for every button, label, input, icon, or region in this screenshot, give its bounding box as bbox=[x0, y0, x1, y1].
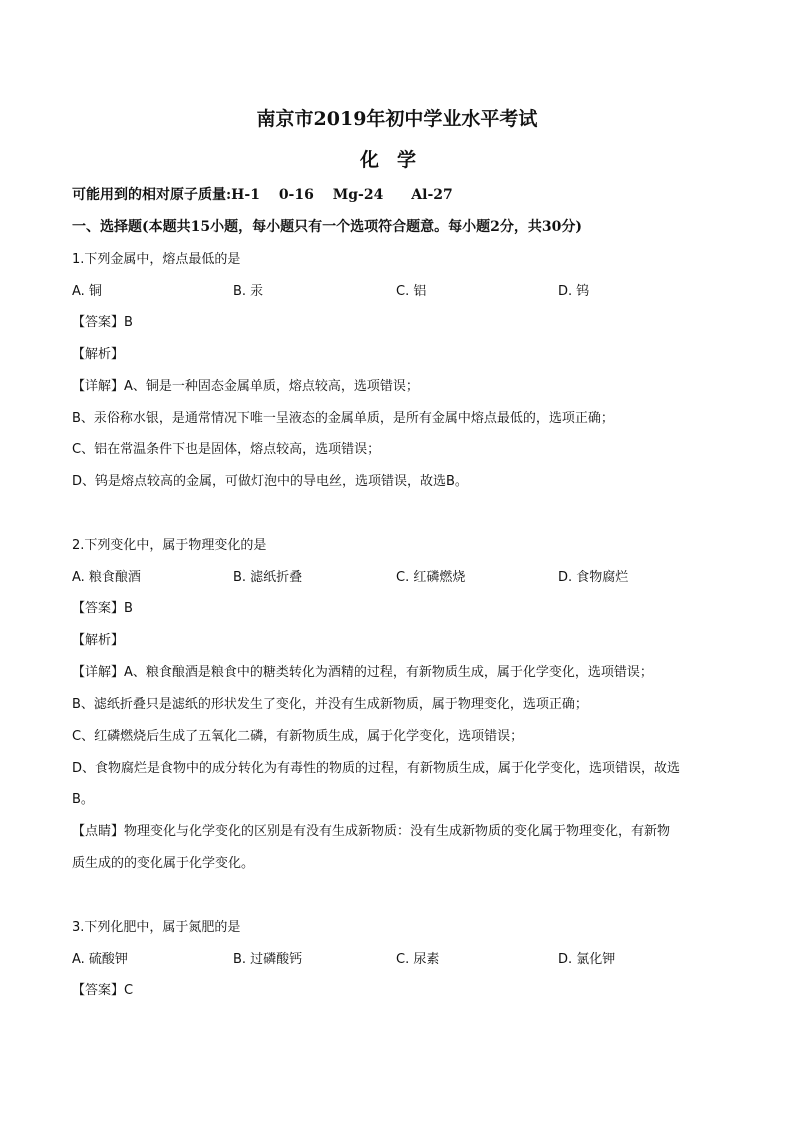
q1-option-a: A. 铜 bbox=[72, 284, 102, 299]
q2-option-c: C. 红磷燃烧 bbox=[396, 570, 466, 585]
q3-answer: 【答案】C bbox=[72, 983, 134, 998]
q1-detail-line: 【详解】A、铜是一种固态金属单质，熔点较高，选项错误； bbox=[72, 379, 419, 394]
q3-stem: 3.下列化肥中，属于氮肥的是 bbox=[72, 920, 241, 935]
q2-stem: 2.下列变化中，属于物理变化的是 bbox=[72, 538, 267, 553]
subject-title: 化学 bbox=[359, 149, 434, 171]
section-heading: 一、选择题(本题共15小题，每小题只有一个选项符合题意。每小题2分，共30分) bbox=[72, 219, 582, 235]
q2-detail-line: B、滤纸折叠只是滤纸的形状发生了变化，并没有生成新物质，属于物理变化，选项正确； bbox=[72, 697, 588, 712]
q2-comment-line: 【点睛】物理变化与化学变化的区别是有没有生成新物质：没有生成新物质的变化属于物理变化，有新物 bbox=[72, 824, 671, 839]
q3-option-d: D. 氯化钾 bbox=[558, 952, 616, 967]
q3-option-b: B. 过磷酸钙 bbox=[233, 952, 303, 967]
q2-comment-line: 质生成的的变化属于化学变化。 bbox=[72, 856, 255, 871]
atomic-mass-line: 可能用到的相对原子质量:H-1 0-16 Mg-24 Al-27 bbox=[72, 187, 453, 203]
q2-answer: 【答案】B bbox=[72, 601, 133, 616]
q1-options bbox=[72, 283, 732, 301]
q1-detail-line: D、钨是熔点较高的金属，可做灯泡中的导电丝，选项错误，故选B。 bbox=[72, 474, 468, 489]
q2-analysis-label: 【解析】 bbox=[72, 633, 125, 648]
q1-analysis-label: 【解析】 bbox=[72, 347, 125, 362]
q2-detail-line: 【详解】A、粮食酿酒是粮食中的糖类转化为酒精的过程，有新物质生成，属于化学变化，选项错误； bbox=[72, 665, 653, 680]
exam-title: 南京市2019年初中学业水平考试 bbox=[256, 108, 538, 130]
q3-option-c: C. 尿素 bbox=[396, 952, 440, 967]
q3-option-a: A. 硫酸钾 bbox=[72, 952, 128, 967]
q1-option-b: B. 汞 bbox=[233, 284, 264, 299]
q2-detail-line: C、红磷燃烧后生成了五氧化二磷，有新物质生成，属于化学变化，选项错误； bbox=[72, 729, 524, 744]
q3-options bbox=[72, 951, 732, 969]
q1-answer: 【答案】B bbox=[72, 315, 133, 330]
q1-option-c: C. 铝 bbox=[396, 284, 427, 299]
q1-detail-line: B、汞俗称水银，是通常情况下唯一呈液态的金属单质，是所有金属中熔点最低的，选项正确； bbox=[72, 411, 614, 426]
q2-option-d: D. 食物腐烂 bbox=[558, 570, 629, 585]
q2-option-a: A. 粮食酿酒 bbox=[72, 570, 141, 585]
q1-option-d: D. 钨 bbox=[558, 284, 590, 299]
q2-detail-line: D、食物腐烂是食物中的成分转化为有毒性的物质的过程，有新物质生成，属于化学变化，选项错误，故选 bbox=[72, 761, 681, 776]
q2-option-b: B. 滤纸折叠 bbox=[233, 570, 303, 585]
q1-stem: 1.下列金属中，熔点最低的是 bbox=[72, 252, 241, 267]
q2-detail-line: B。 bbox=[72, 792, 94, 807]
q2-options bbox=[72, 569, 732, 587]
q1-detail-line: C、铝在常温条件下也是固体，熔点较高，选项错误； bbox=[72, 442, 381, 457]
